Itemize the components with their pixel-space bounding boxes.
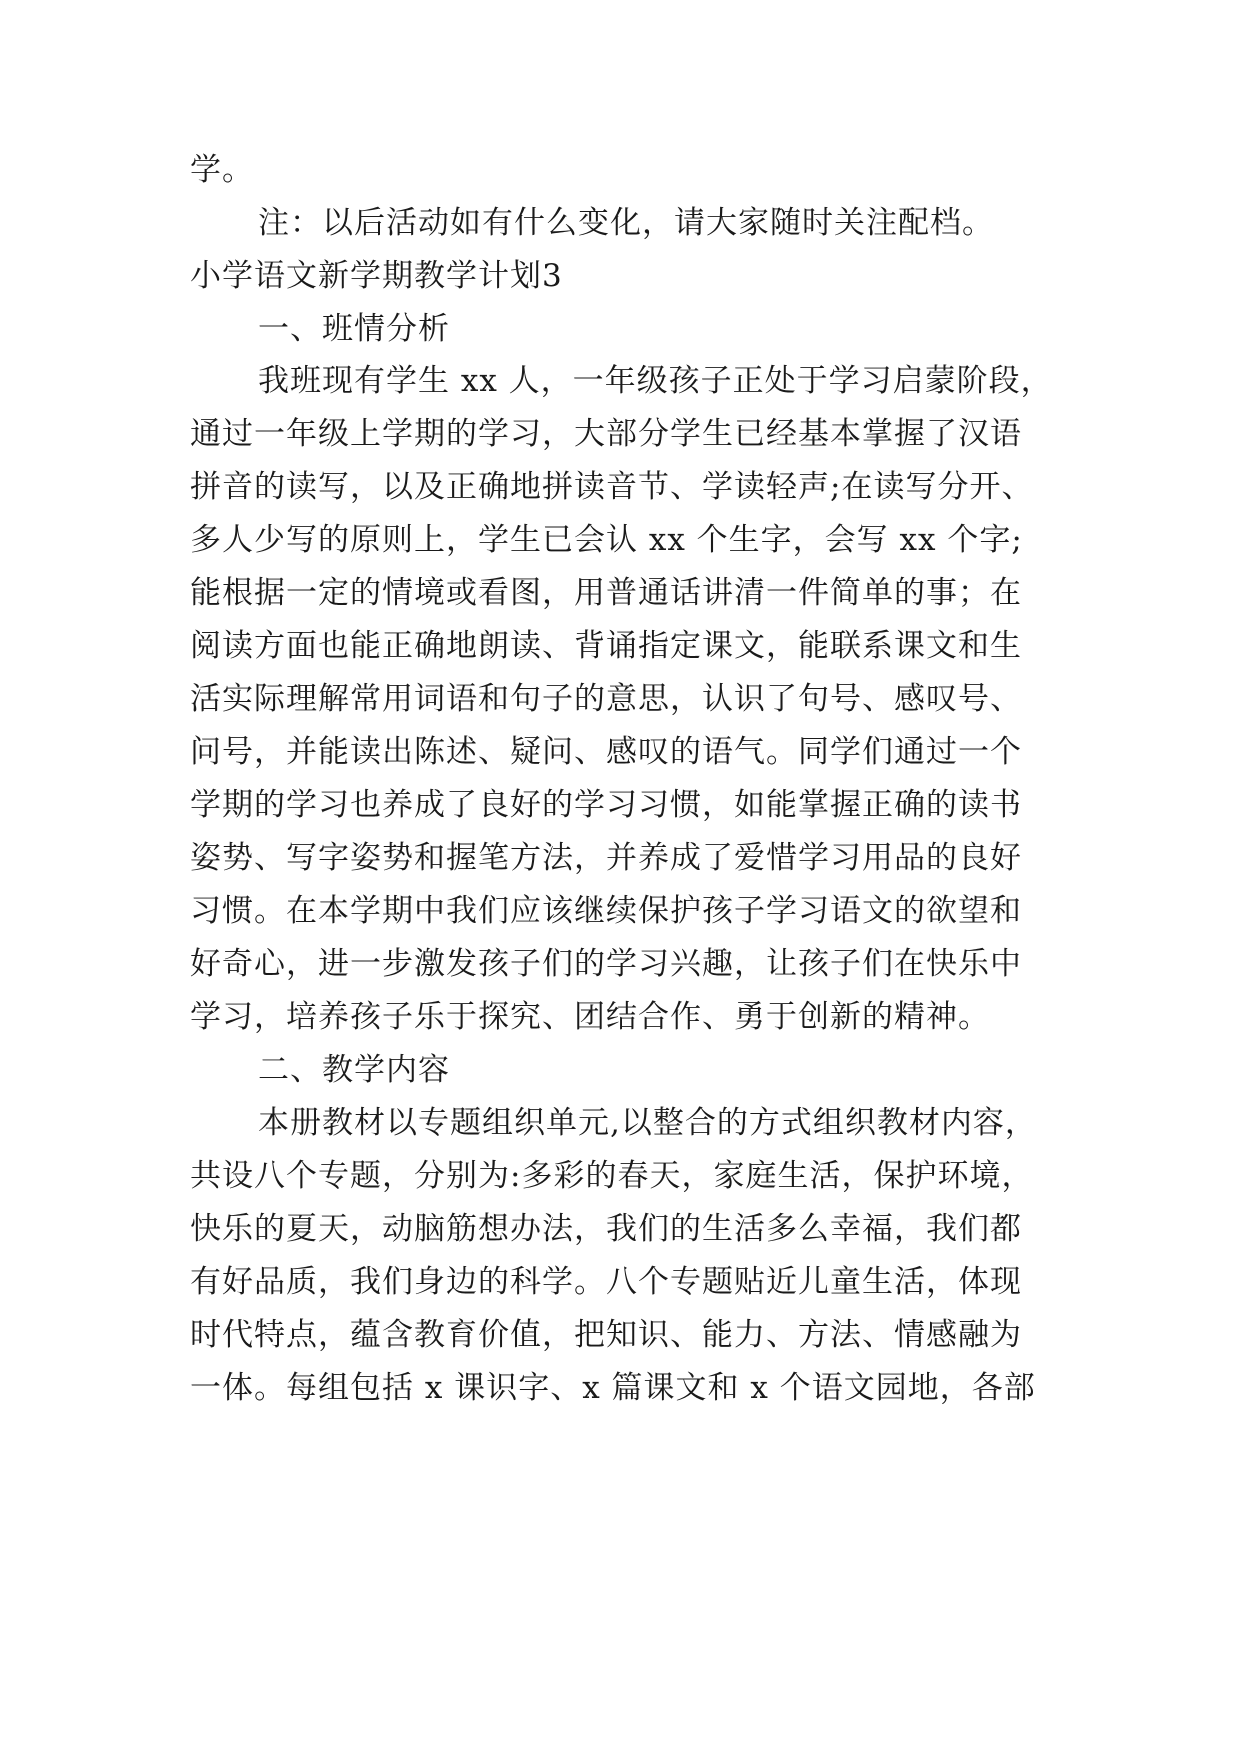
text-line-19: 本册教材以专题组织单元,以整合的方式组织教材内容，	[258, 1105, 1037, 1141]
text-line-13: 学期的学习也养成了良好的学习习惯，如能掌握正确的读书	[190, 787, 1022, 823]
text-line-14: 姿势、写字姿势和握笔方法，并养成了爱惜学习用品的良好	[190, 840, 1022, 876]
text-line-20: 共设八个专题，分别为:多彩的春天，家庭生活，保护环境，	[190, 1158, 1034, 1194]
text-line-15: 习惯。在本学期中我们应该继续保护孩子学习语文的欲望和	[190, 893, 1022, 929]
text-line-17: 学习，培养孩子乐于探究、团结合作、勇于创新的精神。	[190, 999, 990, 1035]
heading-teaching-content: 二、教学内容	[258, 1052, 450, 1088]
text-line-5: 我班现有学生 xx 人，一年级孩子正处于学习启蒙阶段，	[258, 363, 1053, 399]
text-line-6: 通过一年级上学期的学习，大部分学生已经基本掌握了汉语	[190, 416, 1022, 452]
text-line-10: 阅读方面也能正确地朗读、背诵指定课文，能联系课文和生	[190, 628, 1022, 664]
text-line-16: 好奇心，进一步激发孩子们的学习兴趣，让孩子们在快乐中	[190, 946, 1022, 982]
text-line-21: 快乐的夏天，动脑筋想办法，我们的生活多么幸福，我们都	[190, 1211, 1022, 1247]
text-line-11: 活实际理解常用词语和句子的意思，认识了句号、感叹号、	[190, 681, 1022, 717]
text-line-1: 学。	[190, 152, 254, 188]
text-line-24: 一体。每组包括 x 课识字、x 篇课文和 x 个语文园地，各部	[190, 1370, 1036, 1406]
text-line-12: 问号，并能读出陈述、疑问、感叹的语气。同学们通过一个	[190, 734, 1022, 770]
text-line-9: 能根据一定的情境或看图，用普通话讲清一件简单的事；在	[190, 575, 1022, 611]
section-title: 小学语文新学期教学计划3	[190, 258, 563, 294]
text-line-22: 有好品质，我们身边的科学。八个专题贴近儿童生活，体现	[190, 1264, 1022, 1300]
text-line-8: 多人少写的原则上，学生已会认 xx 个生字，会写 xx 个字;	[190, 522, 1023, 558]
text-line-2: 注：以后活动如有什么变化，请大家随时关注配档。	[258, 205, 994, 241]
text-line-7: 拼音的读写，以及正确地拼读音节、学读轻声;在读写分开、	[190, 469, 1034, 505]
text-line-23: 时代特点，蕴含教育价值，把知识、能力、方法、情感融为	[190, 1317, 1022, 1353]
heading-class-analysis: 一、班情分析	[258, 311, 450, 347]
